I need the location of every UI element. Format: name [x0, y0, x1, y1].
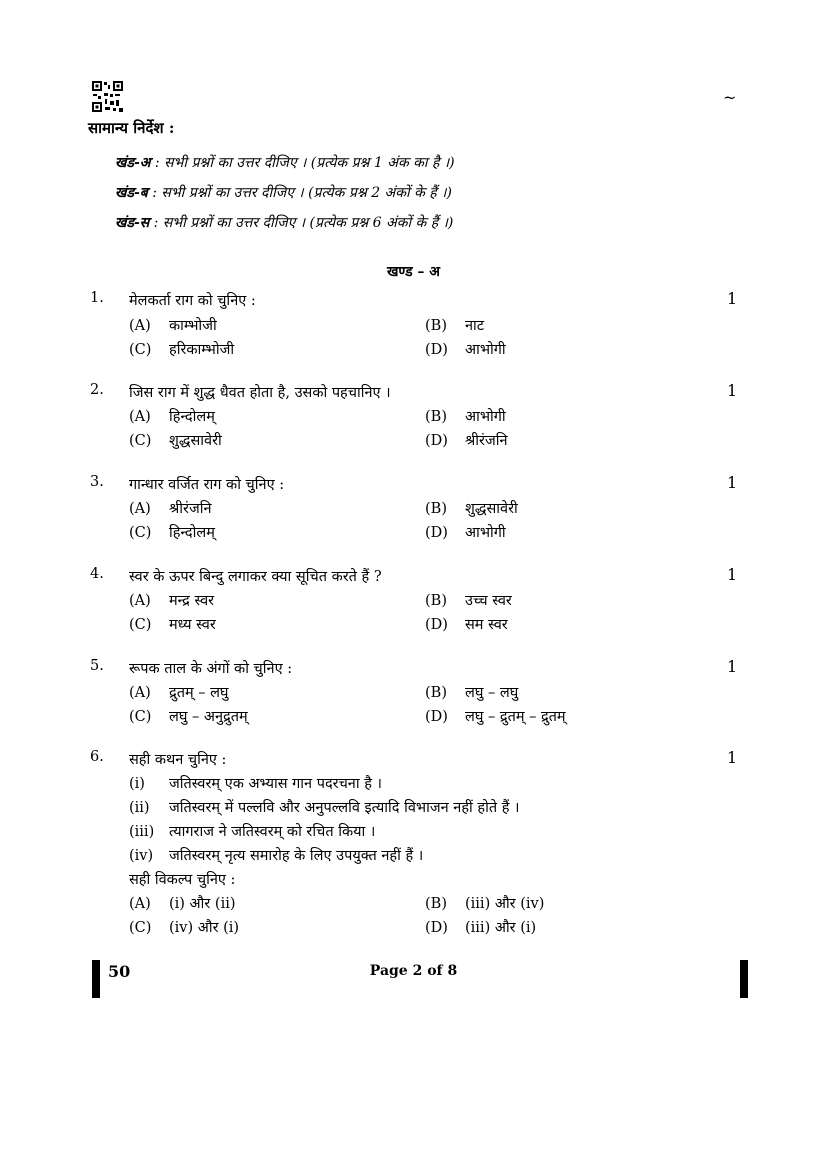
question-prompt: सही विकल्प चुनिए :: [129, 872, 236, 888]
question-text: गान्धार वर्जित राग को चुनिए :: [129, 477, 285, 493]
option-label: (C): [129, 525, 152, 541]
paper-code: 50: [108, 962, 131, 981]
option-label: (A): [129, 409, 151, 425]
statement-label: (iv): [129, 848, 154, 864]
question-marks: 1: [727, 381, 738, 400]
statement-text: जतिस्वरम् में पल्लवि और अनुपल्लवि इत्यादि विभाजन नहीं होते हैं ।: [169, 800, 520, 816]
option-label: (D): [425, 617, 448, 633]
question-number: 2.: [90, 382, 104, 398]
page-number: Page 2 of 8: [369, 963, 458, 979]
question-text: जिस राग में शुद्ध धैवत होता है, उसको पहचानिए ।: [129, 385, 391, 401]
option: [129, 614, 216, 634]
instruction-line: [115, 183, 452, 202]
option-label: (D): [425, 433, 448, 449]
option-text: श्रीरंजनि: [465, 433, 508, 449]
option-label: (B): [425, 593, 447, 609]
question-text: रूपक ताल के अंगों को चुनिए :: [129, 661, 293, 677]
option-text: (iii) और (iv): [465, 896, 545, 912]
option-text: लघु – अनुद्रुतम्: [169, 709, 248, 725]
section-heading: खण्ड – अ: [386, 264, 441, 280]
option-text: उच्च स्वर: [465, 593, 512, 609]
instruction-text: : सभी प्रश्नों का उत्तर दीजिए । (प्रत्येक प्रश्न 6 अंकों के हैं ।): [153, 215, 454, 231]
option-text: लघु – द्रुतम् – द्रुतम्: [465, 709, 566, 725]
option-label: (B): [425, 318, 447, 334]
option-text: आभोगी: [465, 342, 506, 358]
instruction-line: [115, 153, 455, 172]
option: [425, 706, 566, 726]
option: [425, 590, 512, 610]
question-marks: 1: [727, 565, 738, 584]
statement-text: त्यागराज ने जतिस्वरम् को रचित किया ।: [169, 824, 376, 840]
option-label: (B): [425, 896, 447, 912]
question-marks: 1: [727, 657, 738, 676]
option-label: (B): [425, 501, 447, 517]
option: [129, 406, 215, 426]
instruction-text: : सभी प्रश्नों का उत्तर दीजिए । (प्रत्येक प्रश्न 2 अंकों के हैं ।): [152, 185, 452, 201]
option: [425, 315, 484, 335]
statement-text: जतिस्वरम् एक अभ्यास गान पदरचना है ।: [169, 776, 383, 792]
option-text: (iii) और (i): [465, 920, 537, 936]
option-text: हिन्दोलम्: [169, 525, 215, 541]
statement: [129, 797, 520, 817]
question-marks: 1: [727, 748, 738, 767]
option: [425, 917, 536, 937]
option: [425, 522, 506, 542]
option-label: (A): [129, 896, 151, 912]
question-number: 6.: [90, 749, 104, 765]
option-label: (A): [129, 318, 151, 334]
statement-text: जतिस्वरम् नृत्य समारोह के लिए उपयुक्त नहीं हैं ।: [169, 848, 424, 864]
statement-label: (ii): [129, 800, 150, 816]
statement: [129, 773, 382, 793]
option-label: (D): [425, 920, 448, 936]
option: [425, 893, 544, 913]
option-label: (C): [129, 709, 152, 725]
option-text: सम स्वर: [465, 617, 508, 633]
question-marks: 1: [727, 289, 738, 308]
option: [129, 430, 222, 450]
footer-right-bar: [740, 960, 748, 998]
question-number: 5.: [90, 658, 104, 674]
instruction-section: खंड-अ: [115, 155, 151, 171]
question-marks: 1: [727, 473, 738, 492]
option-label: (C): [129, 433, 152, 449]
option: [425, 682, 518, 702]
page-mark: ~: [723, 88, 737, 107]
option-text: शुद्धसावेरी: [169, 433, 222, 449]
question-number: 1.: [90, 290, 104, 306]
instruction-section: खंड-ब: [115, 185, 148, 201]
option-text: (i) और (ii): [169, 896, 236, 912]
statement: [129, 845, 423, 865]
option-text: नाट: [465, 318, 485, 334]
option-text: द्रुतम् – लघु: [169, 685, 229, 701]
option: [129, 339, 234, 359]
option: [129, 590, 214, 610]
option-label: (B): [425, 409, 447, 425]
option: [425, 498, 518, 518]
statement-label: (iii): [129, 824, 155, 840]
question-number: 3.: [90, 474, 104, 490]
general-instructions-title: सामान्य निर्देश :: [88, 119, 175, 137]
option-text: मध्य स्वर: [169, 617, 216, 633]
option: [129, 522, 215, 542]
question-number: 4.: [90, 566, 104, 582]
question-text: सही कथन चुनिए :: [129, 752, 227, 768]
option: [129, 893, 236, 913]
question-text: स्वर के ऊपर बिन्दु लगाकर क्या सूचित करते हैं ?: [129, 569, 382, 585]
option-text: (iv) और (i): [169, 920, 240, 936]
qr-code: [91, 80, 124, 113]
instruction-line: [115, 213, 453, 232]
option-text: हिन्दोलम्: [169, 409, 215, 425]
option-label: (D): [425, 525, 448, 541]
option-label: (A): [129, 501, 151, 517]
option: [129, 917, 239, 937]
option-text: श्रीरंजनि: [169, 501, 212, 517]
option-label: (D): [425, 709, 448, 725]
option-label: (C): [129, 617, 152, 633]
option-label: (B): [425, 685, 447, 701]
option-text: काम्भोजी: [169, 318, 217, 334]
option: [425, 614, 508, 634]
option: [425, 339, 506, 359]
option-text: मन्द्र स्वर: [169, 593, 215, 609]
option-text: आभोगी: [465, 525, 506, 541]
question-text: मेलकर्ता राग को चुनिए :: [129, 293, 256, 309]
statement: [129, 821, 375, 841]
option: [129, 706, 248, 726]
option: [129, 315, 217, 335]
option-text: लघु – लघु: [465, 685, 519, 701]
option-label: (A): [129, 593, 151, 609]
option: [129, 682, 229, 702]
option: [129, 498, 212, 518]
option: [425, 406, 506, 426]
option-label: (C): [129, 342, 152, 358]
option-label: (A): [129, 685, 151, 701]
option: [425, 430, 508, 450]
instruction-text: : सभी प्रश्नों का उत्तर दीजिए । (प्रत्येक प्रश्न 1 अंक का है ।): [154, 155, 455, 171]
option-text: आभोगी: [465, 409, 506, 425]
option-label: (C): [129, 920, 152, 936]
option-text: शुद्धसावेरी: [465, 501, 518, 517]
option-label: (D): [425, 342, 448, 358]
statement-label: (i): [129, 776, 145, 792]
instruction-section: खंड-स: [115, 215, 150, 231]
option-text: हरिकाम्भोजी: [169, 342, 235, 358]
